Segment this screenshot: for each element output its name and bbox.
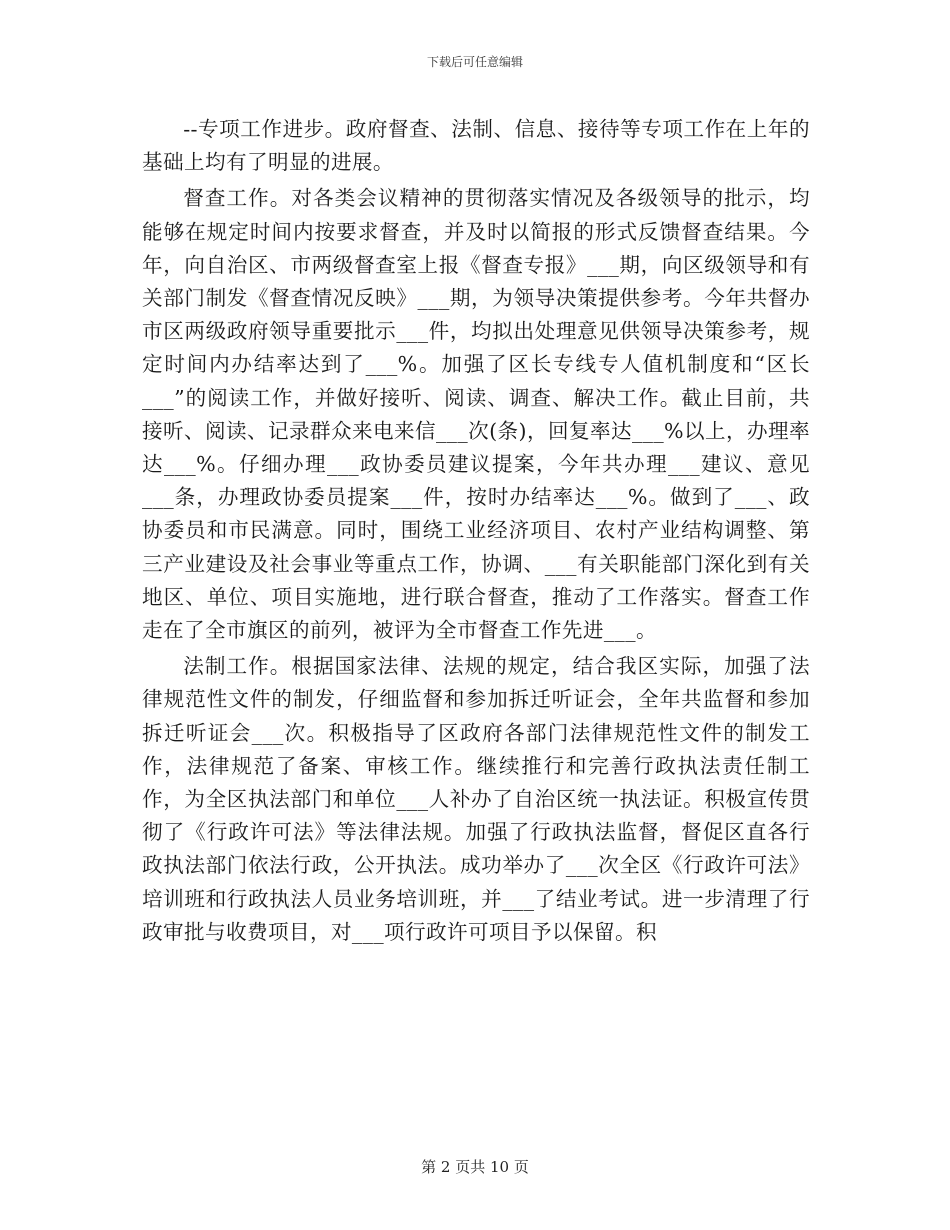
page-footer: 第 2 页共 10 页: [421, 1158, 529, 1176]
body-text: [142, 113, 810, 952]
page-header: 下载后可任意编辑: [426, 55, 523, 69]
paragraph-special-work: --专项工作进步。政府督查、法制、信息、接待等专项工作在上年的基础上均有了明显的进展。: [142, 117, 810, 175]
paragraph-legal-work: 法制工作。根据国家法律、法规的规定，结合我区实际，加强了法律规范性文件的制发，仔细监督和参加拆迁听证会，全年共监督和参加拆迁听证会___次。积极指导了区政府各部门法律规范性文件的制发工作，法律规范了备案、审核工作。继续推行和完善行政执法责任制工作，为全区执法部门和单位___人补办了自治区统一执法证。积极宣传贯彻了《行政许可法》等法律法规。加强了行政执法监督，督促区直各行政执法部门依法行政，公开执法。成功举办了___次全区《行政许可法》培训班和行政执法人员业务培训班，并___了结业考试。进一步清理了行政审批与收费项目，对___项行政许可项目予以保留。积: [142, 654, 810, 944]
paragraph-supervision-work: 督查工作。对各类会议精神的贯彻落实情况及各级领导的批示，均能够在规定时间内按要求督查，并及时以简报的形式反馈督查结果。今年，向自治区、市两级督查室上报《督查专报》___期，向区级领导和有关部门制发《督查情况反映》___期，为领导决策提供参考。今年共督办市区两级政府领导重要批示___件，均拟出处理意见供领导决策参考，规定时间内办结率达到了___%。加强了区长专线专人值机制度和“区长___”的阅读工作，并做好接听、阅读、调查、解决工作。截止目前，共接听、阅读、记录群众来电来信___次(条)，回复率达___%以上，办理率达___%。仔细办理___政协委员建议提案，今年共办理___建议、意见___条，办理政协委员提案___件，按时办结率达___%。做到了___、政协委员和市民满意。同时，围绕工业经济项目、农村产业结构调整、第三产业建设及社会事业等重点工作，协调、___有关职能部门深化到有关地区、单位、项目实施地，进行联合督查，推动了工作落实。督查工作走在了全市旗区的前列，被评为全市督查工作先进___。: [142, 186, 810, 643]
